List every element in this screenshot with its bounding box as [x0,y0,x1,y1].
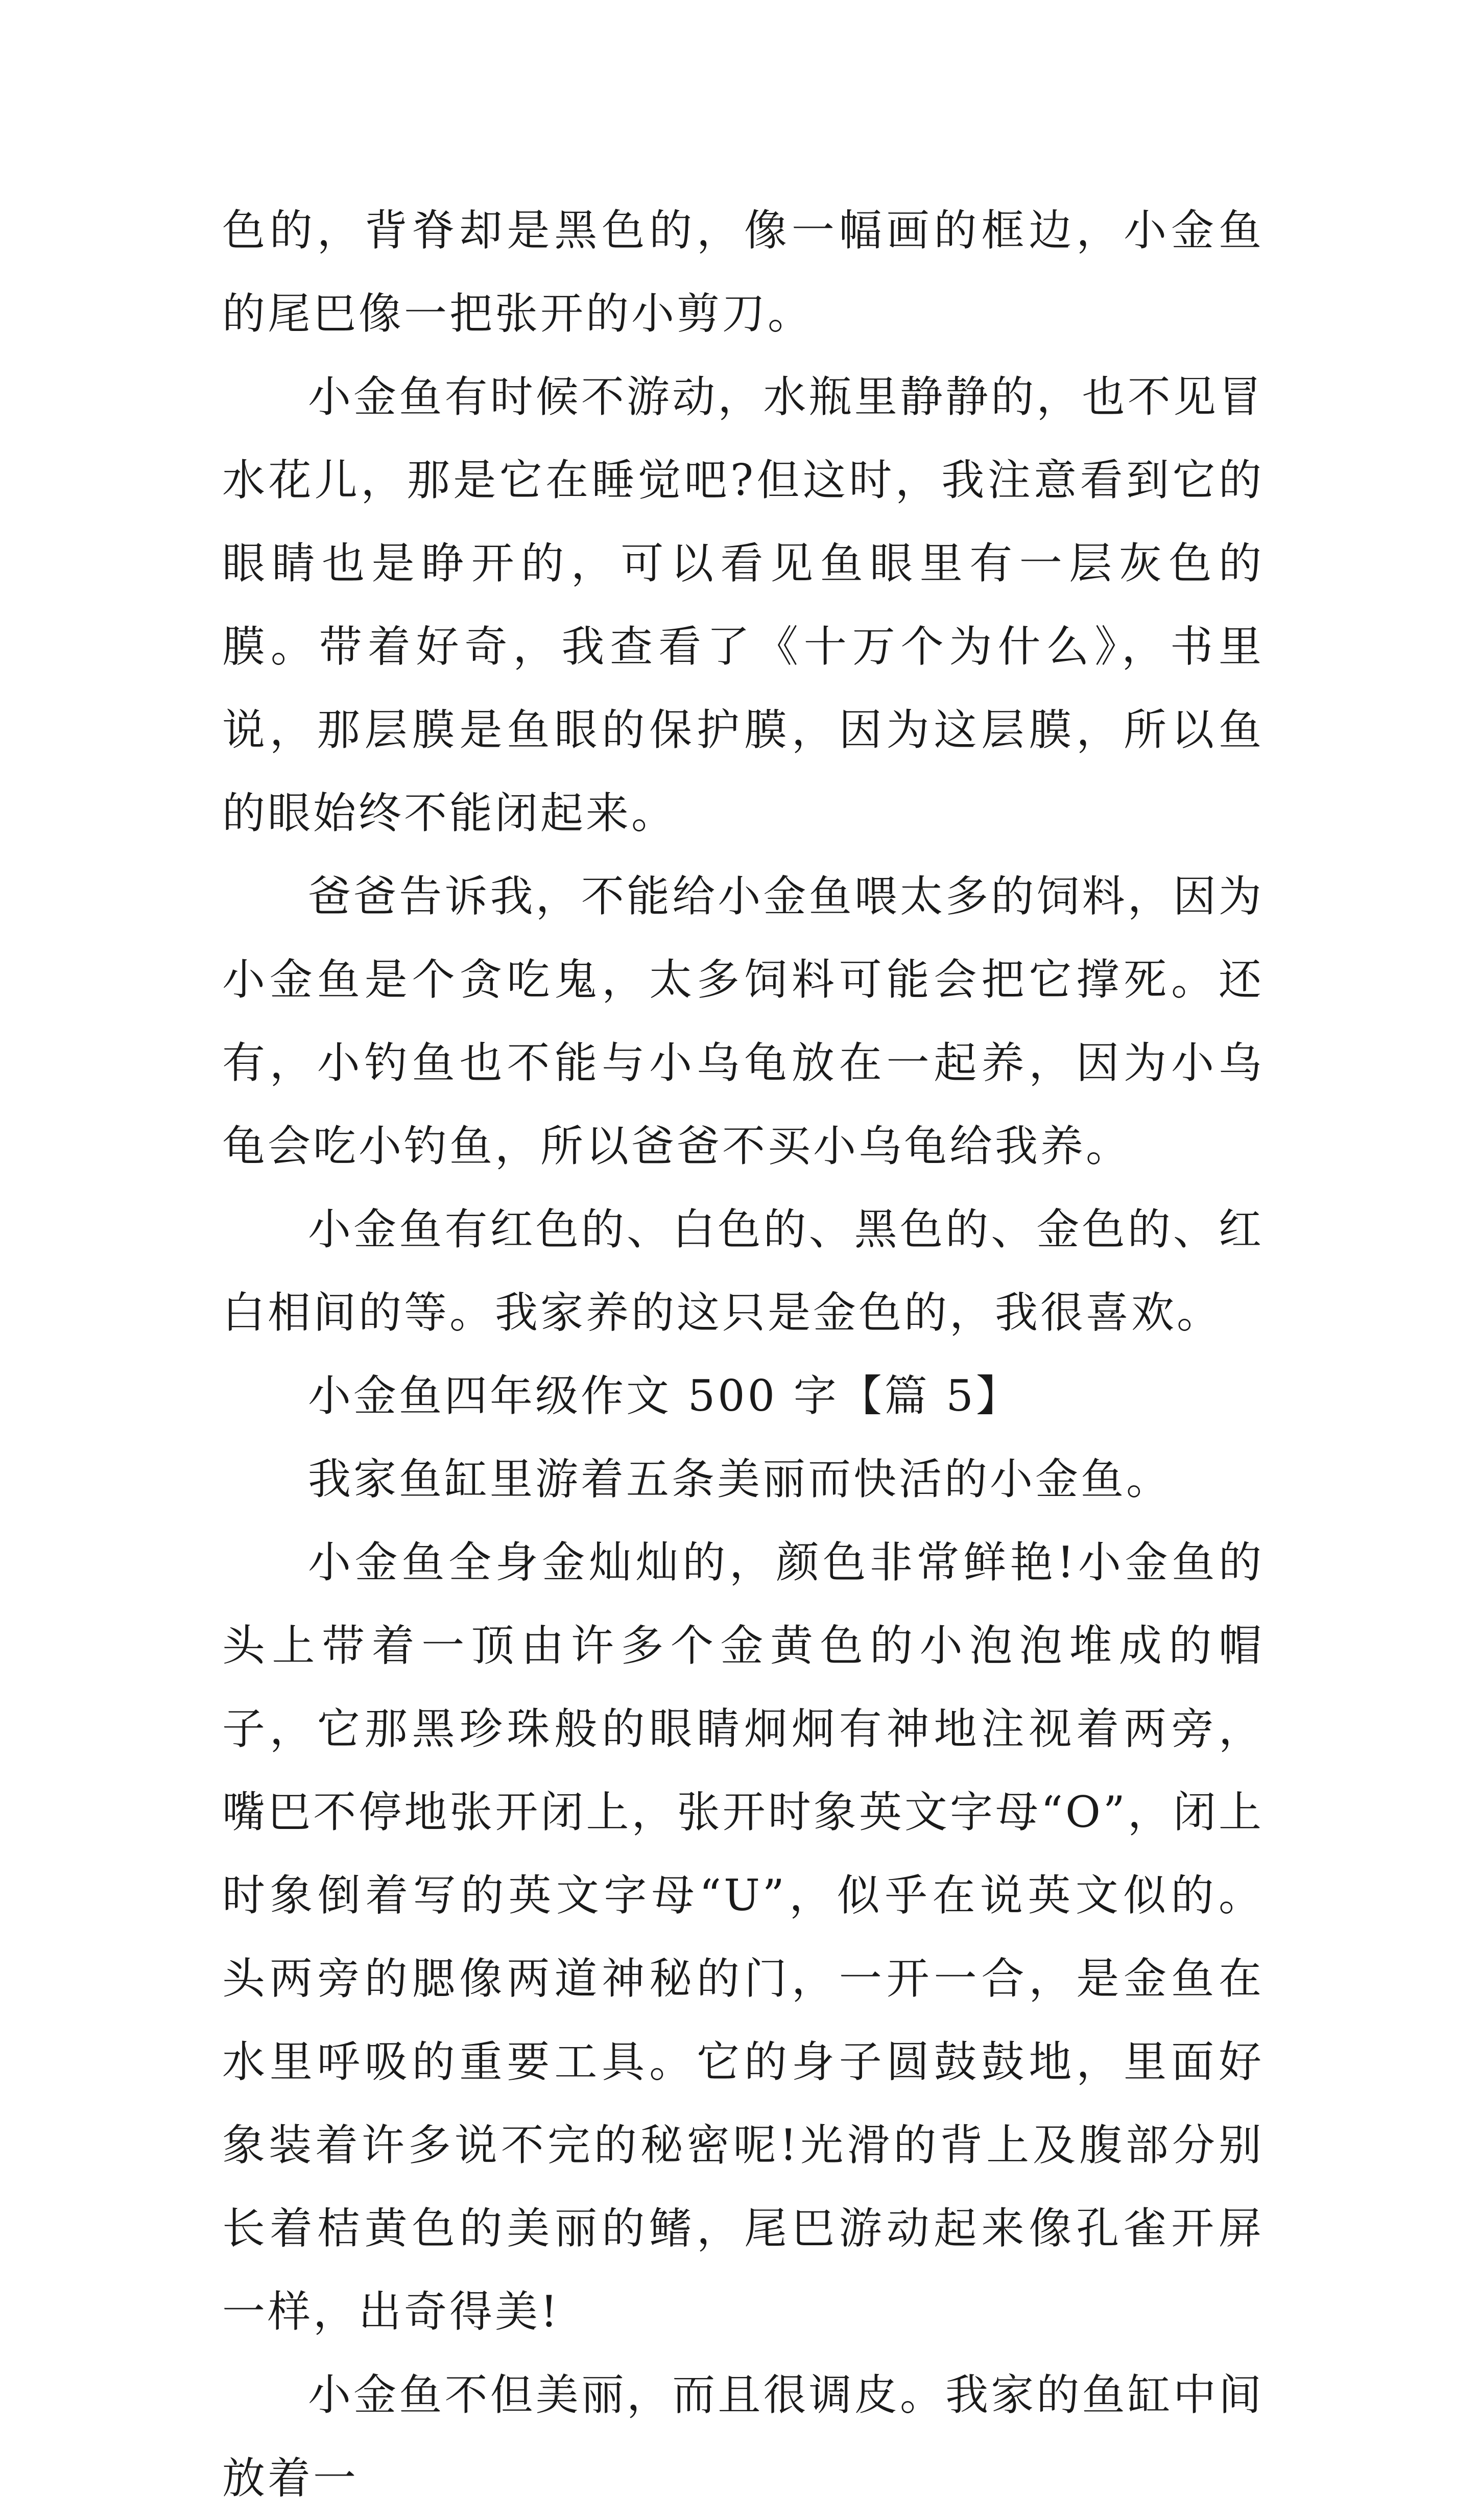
document-body [222,189,1264,2520]
paragraph-4: 小金鱼有红色的、白色的、黑色的、金色的、红白相间的等。我家养的这只是金色的，我很喜欢。 [222,1204,1264,1338]
paragraph-5: 我家鱼缸里游着五条美丽而快活的小金鱼。 [308,1454,1172,1504]
paragraph-6: 小金鱼全身金灿灿的，颜色非常鲜艳!小金鱼的头上带着一顶由许多个金黄色的小泡泡堆成的帽子，它那黑珍珠般的眼睛炯炯有神地注视着两旁，嘴巴不停地张开闭上，张开时象英文字母“O”，闭上时象倒着写的英文字母“U”，似乎在说英文似的。头两旁的腮像两道神秘的门，一开一合，是金鱼在水里呼吸的重要工具。它的身子圆鼓鼓地，里面好象装着许多说不完的秘密呢!光滑的背上及腹部分别长着桔黄色的美丽的鳍，尾巴游动起来像孔雀开屏一样，出奇得美! [222,1537,1264,2337]
paragraph-7: 小金鱼不但美丽，而且很调皮。我家的鱼缸中间放着一 [222,2370,1264,2503]
paragraph-3: 爸爸告诉我，不能给小金鱼喂太多的饲料，因为小金鱼是个贪吃鬼，太多饲料可能会把它撑死。还有，小钓鱼也不能与小乌龟放在一起养，因为小乌龟会吃小钓鱼，所以爸爸不买小乌龟给我养。 [222,871,1264,1171]
paragraph-2: 小金鱼有时候不游动，水瓶里静静的，也不见冒水花儿，那是它在睡觉吧?但这时，我注意看到它的眼睛也是睁开的，可以看见鱼眼里有一层灰色的膜。带着好奇，我查看了《十万个为什么》，书里说，那层膜是鱼眼的保护膜，因为这层膜，所以鱼的眼始终不能闭起来。 [222,372,1264,838]
section-heading: 小金鱼四年级作文 500 字【篇 5】 [308,1371,1021,1421]
paragraph-1: 色的，背脊却是黑色的，像一幅画的框边，小金鱼的尾巴像一把张开的小剪刀。 [222,205,1264,339]
